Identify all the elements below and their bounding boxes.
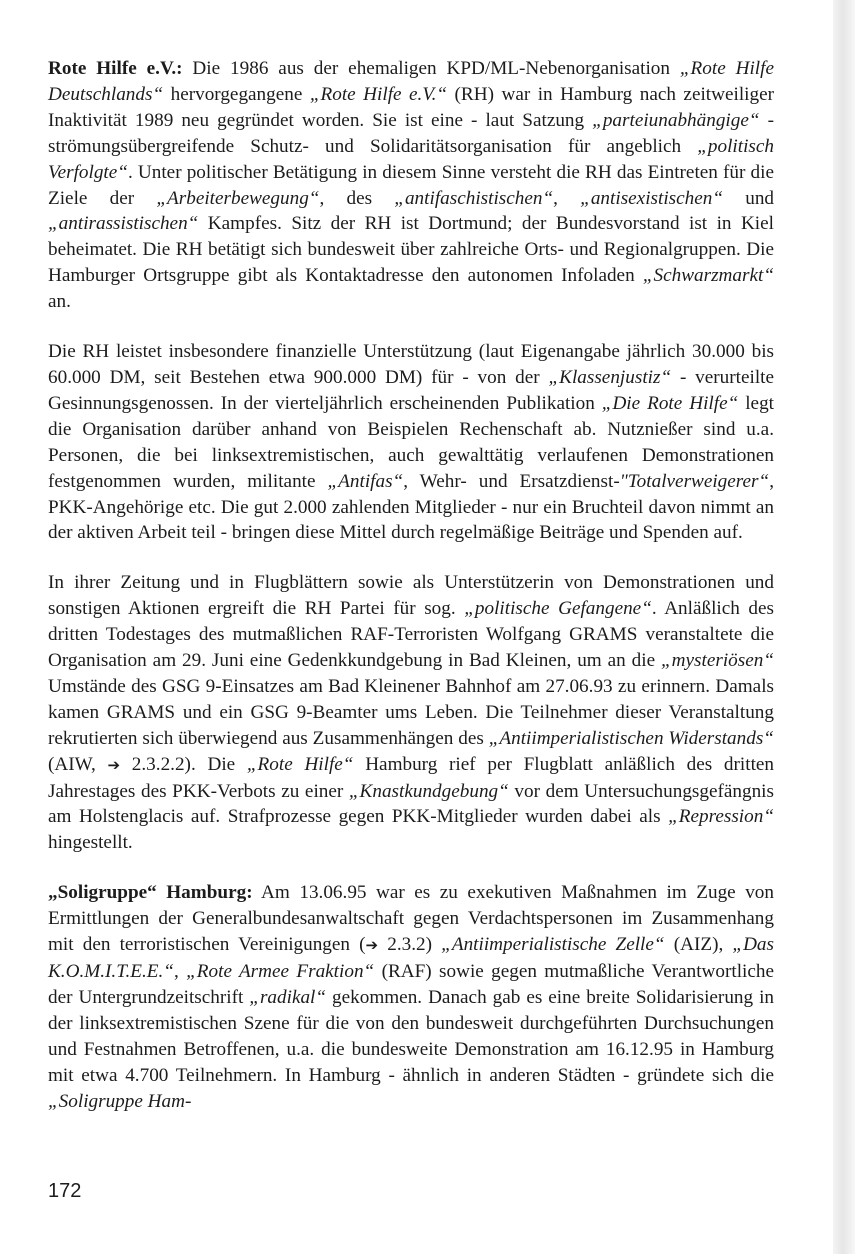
text-run: , PKK-Angehörige etc. Die gut 2.000 zahlenden Mitglieder - nur ein Bruchteil davon nimmt an der aktiven Arbeit teil - bringen diese Mittel durch regelmäßige Beiträge und Spenden auf. <box>48 470 774 544</box>
section-heading: „Soligruppe“ Hamburg: <box>48 882 253 904</box>
quoted-term: „mysteriösen“ <box>661 650 774 672</box>
text-run: , Wehr- und Ersatzdienst- <box>403 470 620 492</box>
quoted-term: „Rote Hilfe Deutschlands“ <box>48 58 774 105</box>
quoted-term: „antifaschistischen“ <box>394 187 554 209</box>
text-run: Kampfes. Sitz der RH ist Dortmund; der Bundesvorstand ist in Kiel beheimatet. Die RH betätigt sich bundesweit über zahlreiche Orts- und Regionalgruppen. Die Hamburger Ortsgruppe gibt als Kontaktadresse den autonomen Infoladen <box>48 213 774 287</box>
text-run: . Unter politischer Betätigung in diesem Sinne versteht die RH das Eintreten für die Ziele der <box>48 161 774 209</box>
cross-reference-arrow-icon: ➔ <box>107 755 121 774</box>
text-run: Die 1986 aus der ehemaligen KPD/ML-Nebenorganisation <box>182 58 680 79</box>
text-run: , <box>173 961 187 982</box>
quoted-term: „antisexistischen“ <box>580 187 724 209</box>
text-run: . Anläßlich des dritten Todestages des mutmaßlichen RAF-Terroristen Wolfgang GRAMS veranstaltete die Organisation am 29. Juni eine Gedenkkundgebung in Bad Kleinen, um an die <box>48 598 775 672</box>
paragraph <box>48 570 774 856</box>
quoted-term: „Das K.O.M.I.T.E.E.“ <box>48 934 774 982</box>
text-run: gekommen. Danach gab es eine breite Solidarisierung in der linksextremistischen Szene für die von den bundesweit durchgeführten Durchsuchungen und Festnahmen Betroffenen, u.a. die bundesweite Demonstration am 16.12.95 in Hamburg mit etwa 4.700 Teilnehmern. In Hamburg - ähnlich in anderen Städten - gründete sich die <box>48 986 774 1086</box>
text-run: 2.3.2.2). Die <box>120 753 247 775</box>
text-run: legt die Organisation darüber anhand von Beispielen Rechenschaft ab. Nutznießer sind u.a. Personen, die bei linksextremistischen, auch gewalttätig verlaufenen Demonstrationen festgenommen wurden, militante <box>48 392 774 492</box>
quoted-term: „Rote Hilfe e.V.“ <box>309 83 448 105</box>
quoted-term: „Klassenjustiz“ <box>548 366 672 388</box>
quoted-term: „antirassistischen“ <box>48 213 199 235</box>
text-run: - strömungsübergreifende Schutz- und Solidaritätsorganisation für angeblich <box>48 109 774 157</box>
quoted-term: „Arbeiterbewegung“ <box>156 187 320 209</box>
text-run: hingestellt. <box>48 832 133 854</box>
text-run: vor dem Untersuchungsgefängnis am Holstenglacis auf. Strafprozesse gegen PKK-Mitglieder wurden dabei als <box>48 780 774 828</box>
quoted-term: „Knastkundgebung“ <box>348 780 509 802</box>
quoted-term: „Antifas“ <box>327 470 404 492</box>
quoted-term: „Rote Hilfe“ <box>246 753 354 775</box>
page-number: 172 <box>48 1180 82 1202</box>
text-run: hervorgegangene <box>163 83 310 105</box>
text-run: In ihrer Zeitung und in Flugblättern sowie als Unterstützerin von Demonstrationen und sonstigen Aktionen ergreift die RH Partei für sog. <box>48 572 774 620</box>
quoted-term: „Rote Armee Fraktion“ <box>186 961 375 982</box>
text-run: (AIW, <box>48 753 108 775</box>
quoted-term: „Schwarzmarkt“ <box>642 265 774 287</box>
text-run: und <box>723 187 775 209</box>
text-run: , des <box>319 187 395 209</box>
quoted-term: „Antiimperialistischen Widerstands“ <box>488 727 774 749</box>
text-run: Am 13.06.95 war es zu exekutiven Maßnahmen im Zuge von Ermittlungen der Generalbundesanwaltschaft gegen Verdachtspersonen im Zusammenhang mit den terroristischen Vereinigungen ( <box>48 882 774 956</box>
text-run: 2.3.2) <box>378 934 442 956</box>
quoted-term: „Die Rote Hilfe“ <box>601 392 739 414</box>
quoted-term: „radikal“ <box>249 986 327 1008</box>
text-run: (AIZ), <box>664 934 733 956</box>
quoted-term: „politische Gefangene“ <box>464 598 652 620</box>
text-run: Hamburg rief per Flugblatt anläßlich des dritten Jahrestages des PKK-Verbots zu einer <box>48 753 775 802</box>
section-heading: Rote Hilfe e.V.: <box>48 58 183 79</box>
text-run: (RH) war in Hamburg nach zeitweiliger Inaktivität 1989 neu gegründet worden. Sie ist eine - laut Satzung <box>48 83 774 131</box>
text-run: Die RH leistet insbesondere finanzielle Unterstützung (laut Eigenangabe jährlich 30.000 bis 60.000 DM, seit Bestehen etwa 900.000 DM) für - von der <box>48 341 774 388</box>
quoted-term: „parteiunabhängige“ <box>592 109 760 131</box>
text-run: an. <box>48 291 71 313</box>
text-run: (RAF) sowie gegen mutmaßliche Verantwortliche der Untergrundzeitschrift <box>48 961 775 1008</box>
quoted-term: „Repression“ <box>668 806 774 828</box>
paragraph <box>48 56 774 315</box>
page-edge-shadow <box>833 0 855 1254</box>
quoted-term: „politisch Verfolgte“ <box>48 135 774 183</box>
paragraph <box>48 339 774 546</box>
text-run: - verurteilte Gesinnungsgenossen. In der vierteljährlich erscheinenden Publikation <box>48 366 775 414</box>
document-body <box>48 56 774 1114</box>
quoted-term: „Soligruppe Ham- <box>48 1090 192 1112</box>
paragraph <box>48 880 774 1114</box>
quoted-term: „Antiimperialistische Zelle“ <box>441 934 665 956</box>
text-run: Umstände des GSG 9-Einsatzes am Bad Kleinener Bahnhof am 27.06.93 zu erinnern. Damals kamen GRAMS und ein GSG 9-Beamter ums Leben. Die Teilnehmer dieser Veranstaltung rekrutierten sich überwiegend aus Zusammenhängen des <box>48 675 774 749</box>
cross-reference-arrow-icon: ➔ <box>365 936 379 955</box>
text-run: , <box>553 187 581 209</box>
quoted-term: "Totalverweigerer“ <box>619 470 770 492</box>
